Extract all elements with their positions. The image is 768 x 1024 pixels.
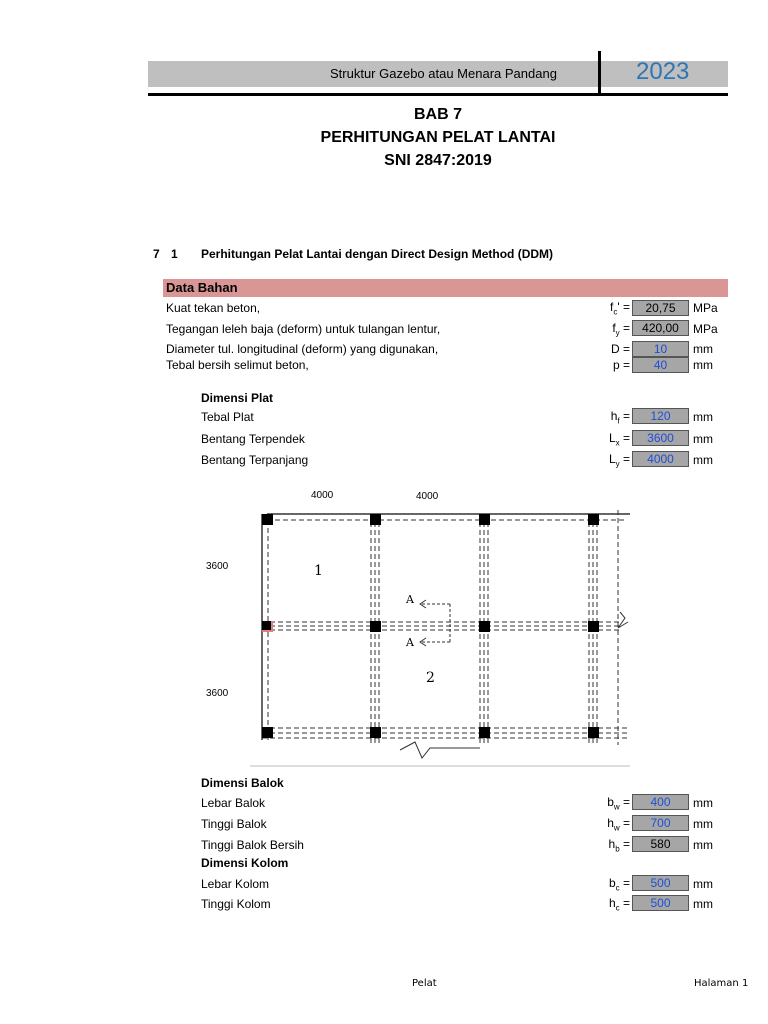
dimensi-balok-value[interactable]: 400: [632, 794, 689, 810]
dimensi-balok-label: Lebar Balok: [201, 796, 266, 810]
data-bahan-unit: mm: [693, 358, 713, 372]
section-mark-bottom: A: [406, 636, 414, 649]
dimensi-kolom-title: Dimensi Kolom: [201, 856, 289, 870]
dimensi-balok-symbol: $b_w$ =: [607, 795, 630, 812]
plan-top-dim-2: 4000: [416, 491, 439, 502]
dimensi-kolom-value[interactable]: 500: [632, 895, 689, 911]
data-bahan-unit: MPa: [693, 301, 718, 315]
footer-sheet-name: Pelat: [412, 978, 437, 989]
data-bahan-value[interactable]: 40: [632, 357, 689, 373]
plan-top-dim-1: 4000: [311, 490, 334, 501]
dimensi-plat-symbol: $L_y$ =: [608, 452, 630, 469]
dimensi-plat-label: Bentang Terpanjang: [201, 453, 309, 467]
dimensi-plat-value[interactable]: 120: [632, 408, 689, 424]
section-mark-top: A: [406, 593, 414, 606]
dimensi-plat-unit: mm: [693, 432, 713, 446]
chapter-number: BAB 7: [413, 106, 462, 123]
dimensi-balok-label: Tinggi Balok Bersih: [201, 838, 304, 852]
dimensi-balok-symbol: $h_b$ =: [608, 837, 630, 854]
floor-plan-drawing: [250, 500, 640, 770]
dimensi-plat-label: Bentang Terpendek: [201, 432, 305, 446]
dimensi-kolom-symbol: $h_c$ =: [608, 896, 630, 913]
data-bahan-unit: mm: [693, 342, 713, 356]
dimensi-plat-label: Tebal Plat: [201, 410, 254, 424]
dimensi-balok-unit: mm: [693, 817, 713, 831]
data-bahan-title: Data Bahan: [166, 280, 238, 295]
data-bahan-symbol: D =: [610, 342, 630, 356]
footer-page-number: Halaman 1: [694, 978, 749, 989]
data-bahan-value[interactable]: 420,00: [632, 320, 689, 336]
dimensi-kolom-label: Tinggi Kolom: [201, 897, 271, 911]
dimensi-plat-unit: mm: [693, 453, 713, 467]
data-bahan-symbol: $f_c'$ =: [610, 300, 630, 317]
dimensi-kolom-label: Lebar Kolom: [201, 877, 270, 891]
data-bahan-label: Tebal bersih selimut beton,: [166, 358, 309, 372]
data-bahan-symbol: p =: [612, 358, 630, 372]
dimensi-balok-unit: mm: [693, 796, 713, 810]
data-bahan-bar: [163, 279, 728, 297]
panel-1-label: 1: [314, 563, 323, 579]
chapter-standard: SNI 2847:2019: [384, 152, 492, 169]
section-number: 7: [153, 247, 160, 261]
panel-2-label: 2: [426, 670, 435, 686]
header-year: 2023: [636, 58, 690, 85]
data-bahan-label: Diameter tul. longitudinal (deform) yang digunakan,: [166, 342, 439, 356]
dimensi-plat-unit: mm: [693, 410, 713, 424]
dimensi-kolom-unit: mm: [693, 897, 713, 911]
dimensi-balok-title: Dimensi Balok: [201, 776, 284, 790]
data-bahan-value[interactable]: 20,75: [632, 300, 689, 316]
plan-left-dim-1: 3600: [206, 561, 229, 572]
dimensi-balok-value[interactable]: 580: [632, 836, 689, 852]
dimensi-balok-value[interactable]: 700: [632, 815, 689, 831]
data-bahan-symbol: $f_y$ =: [612, 321, 630, 338]
data-bahan-label: Kuat tekan beton,: [166, 301, 261, 315]
header-rule: [148, 93, 728, 96]
plan-left-dim-2: 3600: [206, 688, 229, 699]
dimensi-kolom-unit: mm: [693, 877, 713, 891]
data-bahan-label: Tegangan leleh baja (deform) untuk tulangan lentur,: [166, 322, 441, 336]
header-divider: [598, 51, 601, 95]
data-bahan-value[interactable]: 10: [632, 341, 689, 357]
dimensi-kolom-value[interactable]: 500: [632, 875, 689, 891]
dimensi-plat-title: Dimensi Plat: [201, 391, 274, 405]
section-subnumber: 1: [171, 247, 178, 261]
dimensi-plat-symbol: $L_x$ =: [608, 431, 630, 448]
section-title: Perhitungan Pelat Lantai dengan Direct Design Method (DDM): [201, 247, 554, 261]
dimensi-plat-value[interactable]: 3600: [632, 430, 689, 446]
dimensi-balok-label: Tinggi Balok: [201, 817, 267, 831]
dimensi-balok-unit: mm: [693, 838, 713, 852]
header-title: Struktur Gazebo atau Menara Pandang: [330, 66, 557, 81]
dimensi-kolom-symbol: $b_c$ =: [608, 876, 630, 893]
dimensi-balok-symbol: $h_w$ =: [607, 816, 630, 833]
data-bahan-unit: MPa: [693, 322, 718, 336]
dimensi-plat-symbol: $h_f$ =: [610, 409, 630, 426]
chapter-title: PERHITUNGAN PELAT LANTAI: [320, 129, 556, 146]
dimensi-plat-value[interactable]: 4000: [632, 451, 689, 467]
